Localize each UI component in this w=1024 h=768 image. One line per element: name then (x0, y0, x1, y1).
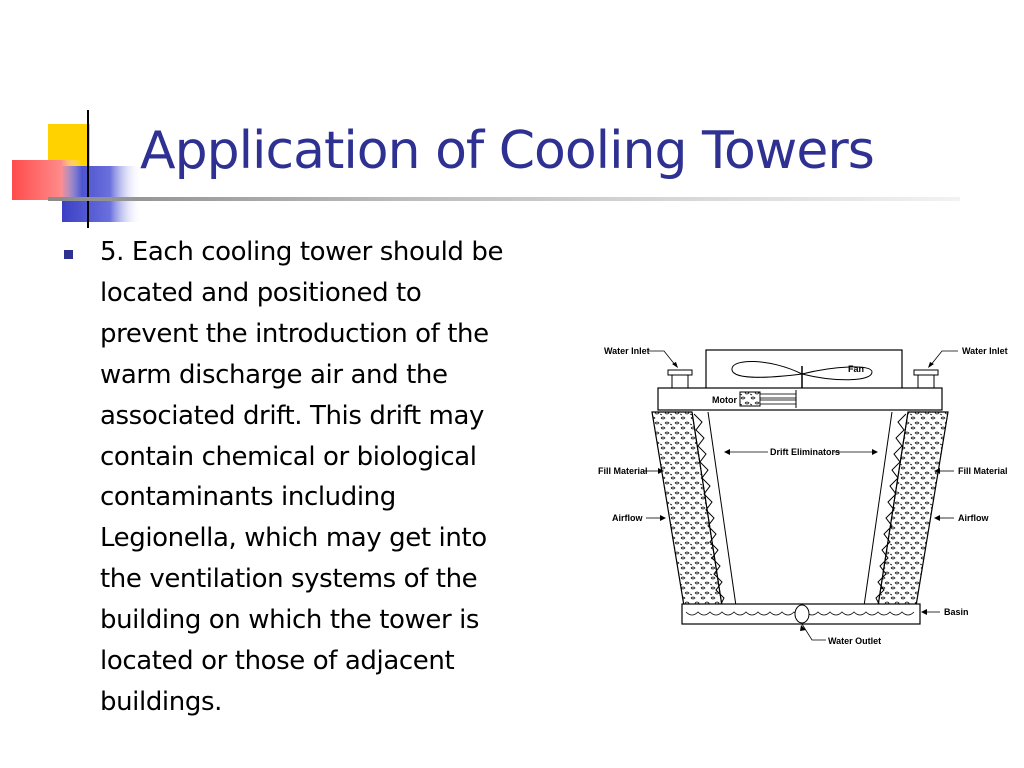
cooling-tower-diagram (590, 336, 1010, 656)
fill-material-left (652, 412, 722, 606)
motor-box (740, 392, 760, 406)
title-underline (48, 197, 960, 201)
deco-yellow-square (48, 124, 90, 166)
slide-title: Application of Cooling Towers (140, 121, 874, 181)
corner-decoration (0, 0, 150, 230)
fill-material-right (878, 412, 948, 606)
label-motor: Motor (712, 395, 737, 405)
bullet-square-icon (64, 250, 73, 259)
water-outlet (795, 605, 809, 623)
label-water-inlet-right: Water Inlet (962, 346, 1008, 356)
label-fill-material-left: Fill Material (598, 466, 648, 476)
label-water-outlet: Water Outlet (828, 636, 882, 646)
deco-red-bar (12, 160, 82, 200)
label-airflow-right: Airflow (958, 513, 989, 523)
label-basin: Basin (944, 607, 969, 617)
label-fill-material-right: Fill Material (958, 466, 1008, 476)
label-airflow-left: Airflow (612, 513, 643, 523)
bullet-text: 5. Each cooling tower should be located and positioned to prevent the introduction of the warm discharge air and the associated drift. This drift may contain chemical or biological contaminants including Legionella, which may get into the ventilation systems of the building on which the tower is located or those of adjacent buildings. (100, 237, 504, 717)
label-drift-eliminators: Drift Eliminators (770, 447, 841, 457)
label-fan: Fan (848, 364, 865, 374)
distribution-deck (658, 388, 942, 410)
label-water-inlet-left: Water Inlet (604, 346, 650, 356)
